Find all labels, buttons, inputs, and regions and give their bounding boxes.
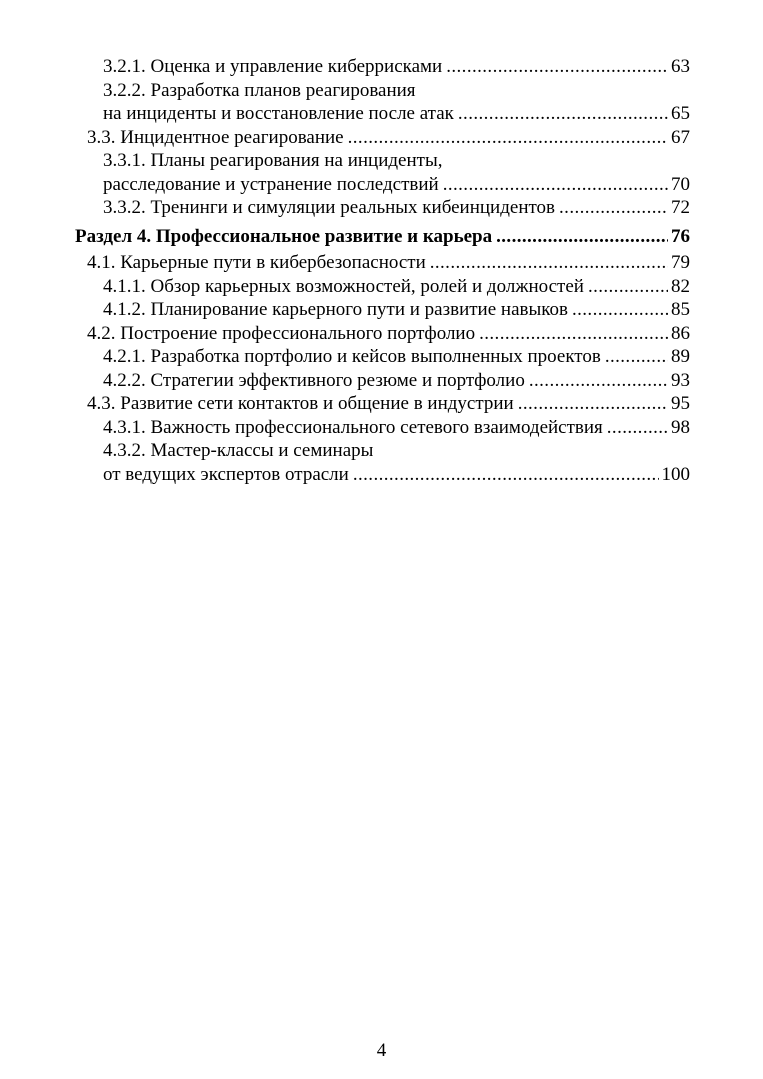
dot-leader [446, 55, 668, 79]
dot-leader [479, 322, 668, 346]
toc-entry-4-2-1[interactable] [75, 345, 690, 369]
toc-entry-page: 72 [671, 197, 690, 218]
toc-entry-page: 63 [671, 56, 690, 77]
toc-entry-title: 4.3.2. Мастер-классы и семинары [103, 440, 374, 461]
dot-leader [458, 102, 668, 126]
toc-entry-page: 76 [671, 225, 690, 247]
table-of-contents [75, 55, 690, 486]
toc-entry-4-2-2[interactable] [75, 369, 690, 393]
toc-entry-title: 4.2. Построение профессионального портфолио [87, 322, 476, 344]
toc-entry-title: на инциденты и восстановление после атак [103, 103, 454, 124]
toc-entry-title: расследование и устранение последствий [103, 173, 439, 195]
toc-entry-title: 4.1.2. Планирование карьерного пути и развитие навыков [103, 299, 568, 320]
toc-entry-3-3-2[interactable] [75, 196, 690, 220]
toc-section-4[interactable] [75, 225, 690, 249]
toc-entry-page: 86 [671, 322, 690, 344]
toc-entry-4-3-1[interactable] [75, 416, 690, 440]
toc-entry-4-2[interactable] [75, 322, 690, 346]
dot-leader [588, 275, 668, 299]
toc-entry-title: 4.1. Карьерные пути в кибербезопасности [87, 252, 426, 273]
toc-entry-page: 98 [671, 416, 690, 438]
toc-entry-page: 82 [671, 275, 690, 297]
toc-entry-4-3-2-continued[interactable] [75, 463, 690, 487]
dot-leader [353, 463, 659, 487]
toc-entry-page: 85 [671, 299, 690, 320]
toc-entry-4-1[interactable] [75, 251, 690, 275]
toc-entry-page: 70 [671, 173, 690, 195]
dot-leader [496, 225, 668, 249]
toc-entry-4-1-1[interactable] [75, 275, 690, 299]
toc-entry-title: 4.3. Развитие сети контактов и общение в индустрии [87, 393, 514, 414]
dot-leader [443, 173, 668, 197]
dot-leader [430, 251, 668, 275]
toc-entry-page: 95 [671, 393, 690, 414]
toc-entry-3-2-1[interactable] [75, 55, 690, 79]
toc-entry-title: 3.3.1. Планы реагирования на инциденты, [103, 150, 443, 171]
toc-entry-3-3-1[interactable] [75, 149, 690, 173]
toc-entry-title: 4.2.2. Стратегии эффективного резюме и портфолио [103, 369, 525, 391]
toc-entry-title: 3.3. Инцидентное реагирование [87, 126, 344, 148]
toc-entry-title: 3.2.2. Разработка планов реагирования [103, 79, 416, 101]
toc-entry-title: 4.1.1. Обзор карьерных возможностей, ролей и должностей [103, 275, 584, 297]
toc-entry-4-1-2[interactable] [75, 298, 690, 322]
dot-leader [348, 126, 668, 150]
toc-entry-3-2-2[interactable] [75, 79, 690, 103]
toc-entry-3-2-2-continued[interactable] [75, 102, 690, 126]
toc-entry-title: 3.2.1. Оценка и управление киберрисками [103, 56, 443, 77]
dot-leader [559, 196, 668, 220]
toc-entry-title: 3.3.2. Тренинги и симуляции реальных кибеинцидентов [103, 197, 556, 218]
toc-entry-page: 67 [671, 126, 690, 148]
dot-leader [607, 416, 668, 440]
toc-entry-page: 89 [671, 346, 690, 367]
dot-leader [518, 392, 668, 416]
toc-entry-title: от ведущих экспертов отрасли [103, 463, 349, 485]
toc-entry-4-3-2[interactable] [75, 439, 690, 463]
toc-entry-3-3-1-continued[interactable] [75, 173, 690, 197]
toc-entry-page: 65 [671, 103, 690, 124]
toc-entry-page: 93 [671, 369, 690, 391]
dot-leader [529, 369, 668, 393]
toc-entry-page: 79 [671, 252, 690, 273]
toc-entry-page: 100 [661, 463, 690, 485]
toc-entry-4-3[interactable] [75, 392, 690, 416]
dot-leader [572, 298, 668, 322]
toc-entry-title: 4.2.1. Разработка портфолио и кейсов выполненных проектов [103, 346, 601, 367]
toc-entry-3-3[interactable] [75, 126, 690, 150]
page-number: 4 [376, 1040, 387, 1061]
toc-entry-title: 4.3.1. Важность профессионального сетевого взаимодействия [103, 416, 603, 438]
toc-entry-title: Раздел 4. Профессиональное развитие и карьера [75, 225, 493, 247]
dot-leader [605, 345, 668, 369]
